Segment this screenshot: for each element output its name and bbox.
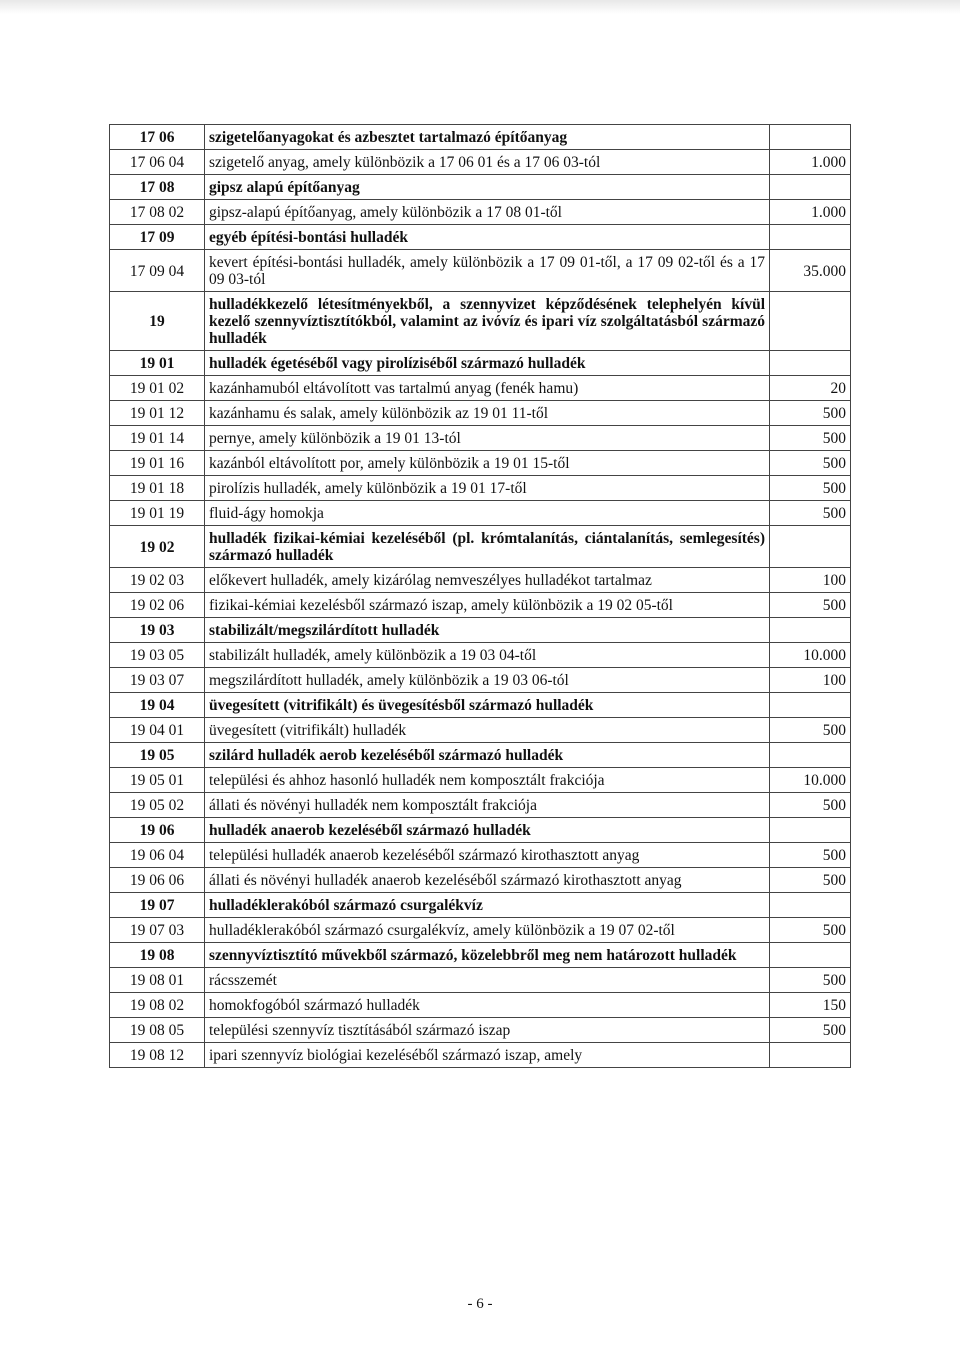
waste-code-cell: 19 05 bbox=[110, 743, 205, 768]
group-row bbox=[110, 175, 851, 200]
description-cell: hulladék égetéséből vagy pirolíziséből származó hulladék bbox=[205, 351, 770, 376]
waste-code-cell: 19 01 14 bbox=[110, 426, 205, 451]
description-cell: pirolízis hulladék, amely különbözik a 19 01 17-től bbox=[205, 476, 770, 501]
description-cell: stabilizált/megszilárdított hulladék bbox=[205, 618, 770, 643]
description-cell: hulladék fizikai-kémiai kezeléséből (pl. krómtalanítás, ciántalanítás, semlegesítés) származó hulladék bbox=[205, 526, 770, 568]
description-cell: települési hulladék anaerob kezeléséből származó kirothasztott anyag bbox=[205, 843, 770, 868]
page-number: - 6 - bbox=[467, 1296, 493, 1312]
waste-code-cell: 19 08 02 bbox=[110, 993, 205, 1018]
waste-code-cell: 19 08 01 bbox=[110, 968, 205, 993]
description-cell: települési szennyvíz tisztításából származó iszap bbox=[205, 1018, 770, 1043]
quantity-cell: 1.000 bbox=[770, 200, 851, 225]
description-cell: ipari szennyvíz biológiai kezeléséből származó iszap, amely bbox=[205, 1043, 770, 1068]
quantity-cell: 500 bbox=[770, 793, 851, 818]
table-row bbox=[110, 451, 851, 476]
table-row bbox=[110, 868, 851, 893]
quantity-cell bbox=[770, 618, 851, 643]
quantity-cell bbox=[770, 943, 851, 968]
waste-code-cell: 17 09 bbox=[110, 225, 205, 250]
waste-code-cell: 17 06 04 bbox=[110, 150, 205, 175]
quantity-cell bbox=[770, 225, 851, 250]
table-row bbox=[110, 376, 851, 401]
quantity-cell bbox=[770, 818, 851, 843]
waste-code-cell: 17 08 02 bbox=[110, 200, 205, 225]
waste-code-cell: 19 01 02 bbox=[110, 376, 205, 401]
waste-code-table bbox=[109, 124, 851, 1068]
waste-code-cell: 19 06 06 bbox=[110, 868, 205, 893]
description-cell: szennyvíztisztító művekből származó, közelebbről meg nem határozott hulladék bbox=[205, 943, 770, 968]
group-row bbox=[110, 225, 851, 250]
waste-code-cell: 19 07 03 bbox=[110, 918, 205, 943]
quantity-cell bbox=[770, 175, 851, 200]
table-row bbox=[110, 668, 851, 693]
waste-code-cell: 19 02 03 bbox=[110, 568, 205, 593]
group-row bbox=[110, 526, 851, 568]
group-row bbox=[110, 818, 851, 843]
quantity-cell bbox=[770, 292, 851, 351]
quantity-cell bbox=[770, 125, 851, 150]
description-cell: üvegesített (vitrifikált) és üvegesítésből származó hulladék bbox=[205, 693, 770, 718]
description-cell: hulladék anaerob kezeléséből származó hulladék bbox=[205, 818, 770, 843]
table-row bbox=[110, 768, 851, 793]
description-cell: megszilárdított hulladék, amely különbözik a 19 03 06-tól bbox=[205, 668, 770, 693]
description-cell: rácsszemét bbox=[205, 968, 770, 993]
quantity-cell: 35.000 bbox=[770, 250, 851, 292]
description-cell: kazánhamuból eltávolított vas tartalmú anyag (fenék hamu) bbox=[205, 376, 770, 401]
description-cell: kazánból eltávolított por, amely különbözik a 19 01 15-től bbox=[205, 451, 770, 476]
description-cell: állati és növényi hulladék anaerob kezeléséből származó kirothasztott anyag bbox=[205, 868, 770, 893]
description-cell: stabilizált hulladék, amely különbözik a 19 03 04-től bbox=[205, 643, 770, 668]
quantity-cell bbox=[770, 693, 851, 718]
waste-code-cell: 19 bbox=[110, 292, 205, 351]
description-cell: gipsz alapú építőanyag bbox=[205, 175, 770, 200]
table-row bbox=[110, 200, 851, 225]
quantity-cell: 100 bbox=[770, 668, 851, 693]
quantity-cell: 100 bbox=[770, 568, 851, 593]
quantity-cell: 500 bbox=[770, 968, 851, 993]
waste-code-cell: 19 04 bbox=[110, 693, 205, 718]
description-cell: szigetelő anyag, amely különbözik a 17 06 01 és a 17 06 03-tól bbox=[205, 150, 770, 175]
description-cell: települési és ahhoz hasonló hulladék nem komposztált frakciója bbox=[205, 768, 770, 793]
waste-code-cell: 19 02 bbox=[110, 526, 205, 568]
description-cell: hulladéklerakóból származó csurgalékvíz bbox=[205, 893, 770, 918]
waste-code-cell: 19 03 07 bbox=[110, 668, 205, 693]
quantity-cell bbox=[770, 743, 851, 768]
waste-code-cell: 19 05 01 bbox=[110, 768, 205, 793]
waste-code-cell: 19 02 06 bbox=[110, 593, 205, 618]
table-row bbox=[110, 718, 851, 743]
waste-code-cell: 19 01 12 bbox=[110, 401, 205, 426]
waste-code-cell: 19 01 bbox=[110, 351, 205, 376]
waste-code-cell: 19 03 bbox=[110, 618, 205, 643]
quantity-cell: 10.000 bbox=[770, 643, 851, 668]
table-row bbox=[110, 426, 851, 451]
group-row bbox=[110, 292, 851, 351]
description-cell: egyéb építési-bontási hulladék bbox=[205, 225, 770, 250]
table-row bbox=[110, 793, 851, 818]
description-cell: hulladékkezelő létesítményekből, a szennyvizet képződésének telephelyén kívül kezelő szennyvíztisztítókból, valamint az ivóvíz és ipari víz szolgáltatásból származó hulladék bbox=[205, 292, 770, 351]
quantity-cell: 1.000 bbox=[770, 150, 851, 175]
description-cell: kevert építési-bontási hulladék, amely különbözik a 17 09 01-től, a 17 09 02-től és a 17 09 03-tól bbox=[205, 250, 770, 292]
table-row bbox=[110, 401, 851, 426]
table-row bbox=[110, 501, 851, 526]
waste-code-cell: 19 08 bbox=[110, 943, 205, 968]
table-row bbox=[110, 1043, 851, 1068]
description-cell: üvegesített (vitrifikált) hulladék bbox=[205, 718, 770, 743]
scan-edge bbox=[0, 0, 960, 14]
description-cell: szilárd hulladék aerob kezeléséből származó hulladék bbox=[205, 743, 770, 768]
waste-code-table-wrapper bbox=[109, 124, 847, 1068]
waste-code-cell: 19 01 18 bbox=[110, 476, 205, 501]
quantity-cell: 150 bbox=[770, 993, 851, 1018]
quantity-cell bbox=[770, 893, 851, 918]
quantity-cell: 10.000 bbox=[770, 768, 851, 793]
waste-code-cell: 19 08 05 bbox=[110, 1018, 205, 1043]
description-cell: állati és növényi hulladék nem komposztált frakciója bbox=[205, 793, 770, 818]
table-row bbox=[110, 250, 851, 292]
description-cell: gipsz-alapú építőanyag, amely különbözik a 17 08 01-től bbox=[205, 200, 770, 225]
table-row bbox=[110, 918, 851, 943]
waste-code-cell: 19 07 bbox=[110, 893, 205, 918]
description-cell: pernye, amely különbözik a 19 01 13-tól bbox=[205, 426, 770, 451]
description-cell: fluid-ágy homokja bbox=[205, 501, 770, 526]
quantity-cell: 500 bbox=[770, 868, 851, 893]
table-row bbox=[110, 968, 851, 993]
table-row bbox=[110, 150, 851, 175]
quantity-cell: 500 bbox=[770, 451, 851, 476]
quantity-cell: 20 bbox=[770, 376, 851, 401]
waste-code-cell: 19 08 12 bbox=[110, 1043, 205, 1068]
group-row bbox=[110, 125, 851, 150]
quantity-cell: 500 bbox=[770, 718, 851, 743]
table-row bbox=[110, 476, 851, 501]
table-row bbox=[110, 1018, 851, 1043]
table-row bbox=[110, 568, 851, 593]
description-cell: fizikai-kémiai kezelésből származó iszap, amely különbözik a 19 02 05-től bbox=[205, 593, 770, 618]
description-cell: homokfogóból származó hulladék bbox=[205, 993, 770, 1018]
quantity-cell: 500 bbox=[770, 501, 851, 526]
waste-code-cell: 19 04 01 bbox=[110, 718, 205, 743]
waste-code-cell: 19 06 04 bbox=[110, 843, 205, 868]
description-cell: kazánhamu és salak, amely különbözik az 19 01 11-től bbox=[205, 401, 770, 426]
group-row bbox=[110, 743, 851, 768]
description-cell: szigetelőanyagokat és azbesztet tartalmazó építőanyag bbox=[205, 125, 770, 150]
quantity-cell: 500 bbox=[770, 401, 851, 426]
group-row bbox=[110, 893, 851, 918]
table-row bbox=[110, 843, 851, 868]
quantity-cell bbox=[770, 351, 851, 376]
quantity-cell: 500 bbox=[770, 918, 851, 943]
waste-code-cell: 19 05 02 bbox=[110, 793, 205, 818]
waste-code-cell: 19 01 16 bbox=[110, 451, 205, 476]
table-row bbox=[110, 643, 851, 668]
group-row bbox=[110, 351, 851, 376]
description-cell: előkevert hulladék, amely kizárólag nemveszélyes hulladékot tartalmaz bbox=[205, 568, 770, 593]
quantity-cell bbox=[770, 1043, 851, 1068]
waste-code-cell: 19 03 05 bbox=[110, 643, 205, 668]
waste-code-cell: 19 01 19 bbox=[110, 501, 205, 526]
quantity-cell: 500 bbox=[770, 1018, 851, 1043]
waste-code-cell: 19 06 bbox=[110, 818, 205, 843]
waste-code-cell: 17 09 04 bbox=[110, 250, 205, 292]
table-row bbox=[110, 593, 851, 618]
group-row bbox=[110, 693, 851, 718]
waste-code-cell: 17 06 bbox=[110, 125, 205, 150]
description-cell: hulladéklerakóból származó csurgalékvíz, amely különbözik a 19 07 02-től bbox=[205, 918, 770, 943]
quantity-cell: 500 bbox=[770, 593, 851, 618]
group-row bbox=[110, 618, 851, 643]
quantity-cell: 500 bbox=[770, 843, 851, 868]
quantity-cell: 500 bbox=[770, 476, 851, 501]
table-body bbox=[110, 125, 851, 1068]
waste-code-cell: 17 08 bbox=[110, 175, 205, 200]
quantity-cell: 500 bbox=[770, 426, 851, 451]
quantity-cell bbox=[770, 526, 851, 568]
group-row bbox=[110, 943, 851, 968]
table-row bbox=[110, 993, 851, 1018]
